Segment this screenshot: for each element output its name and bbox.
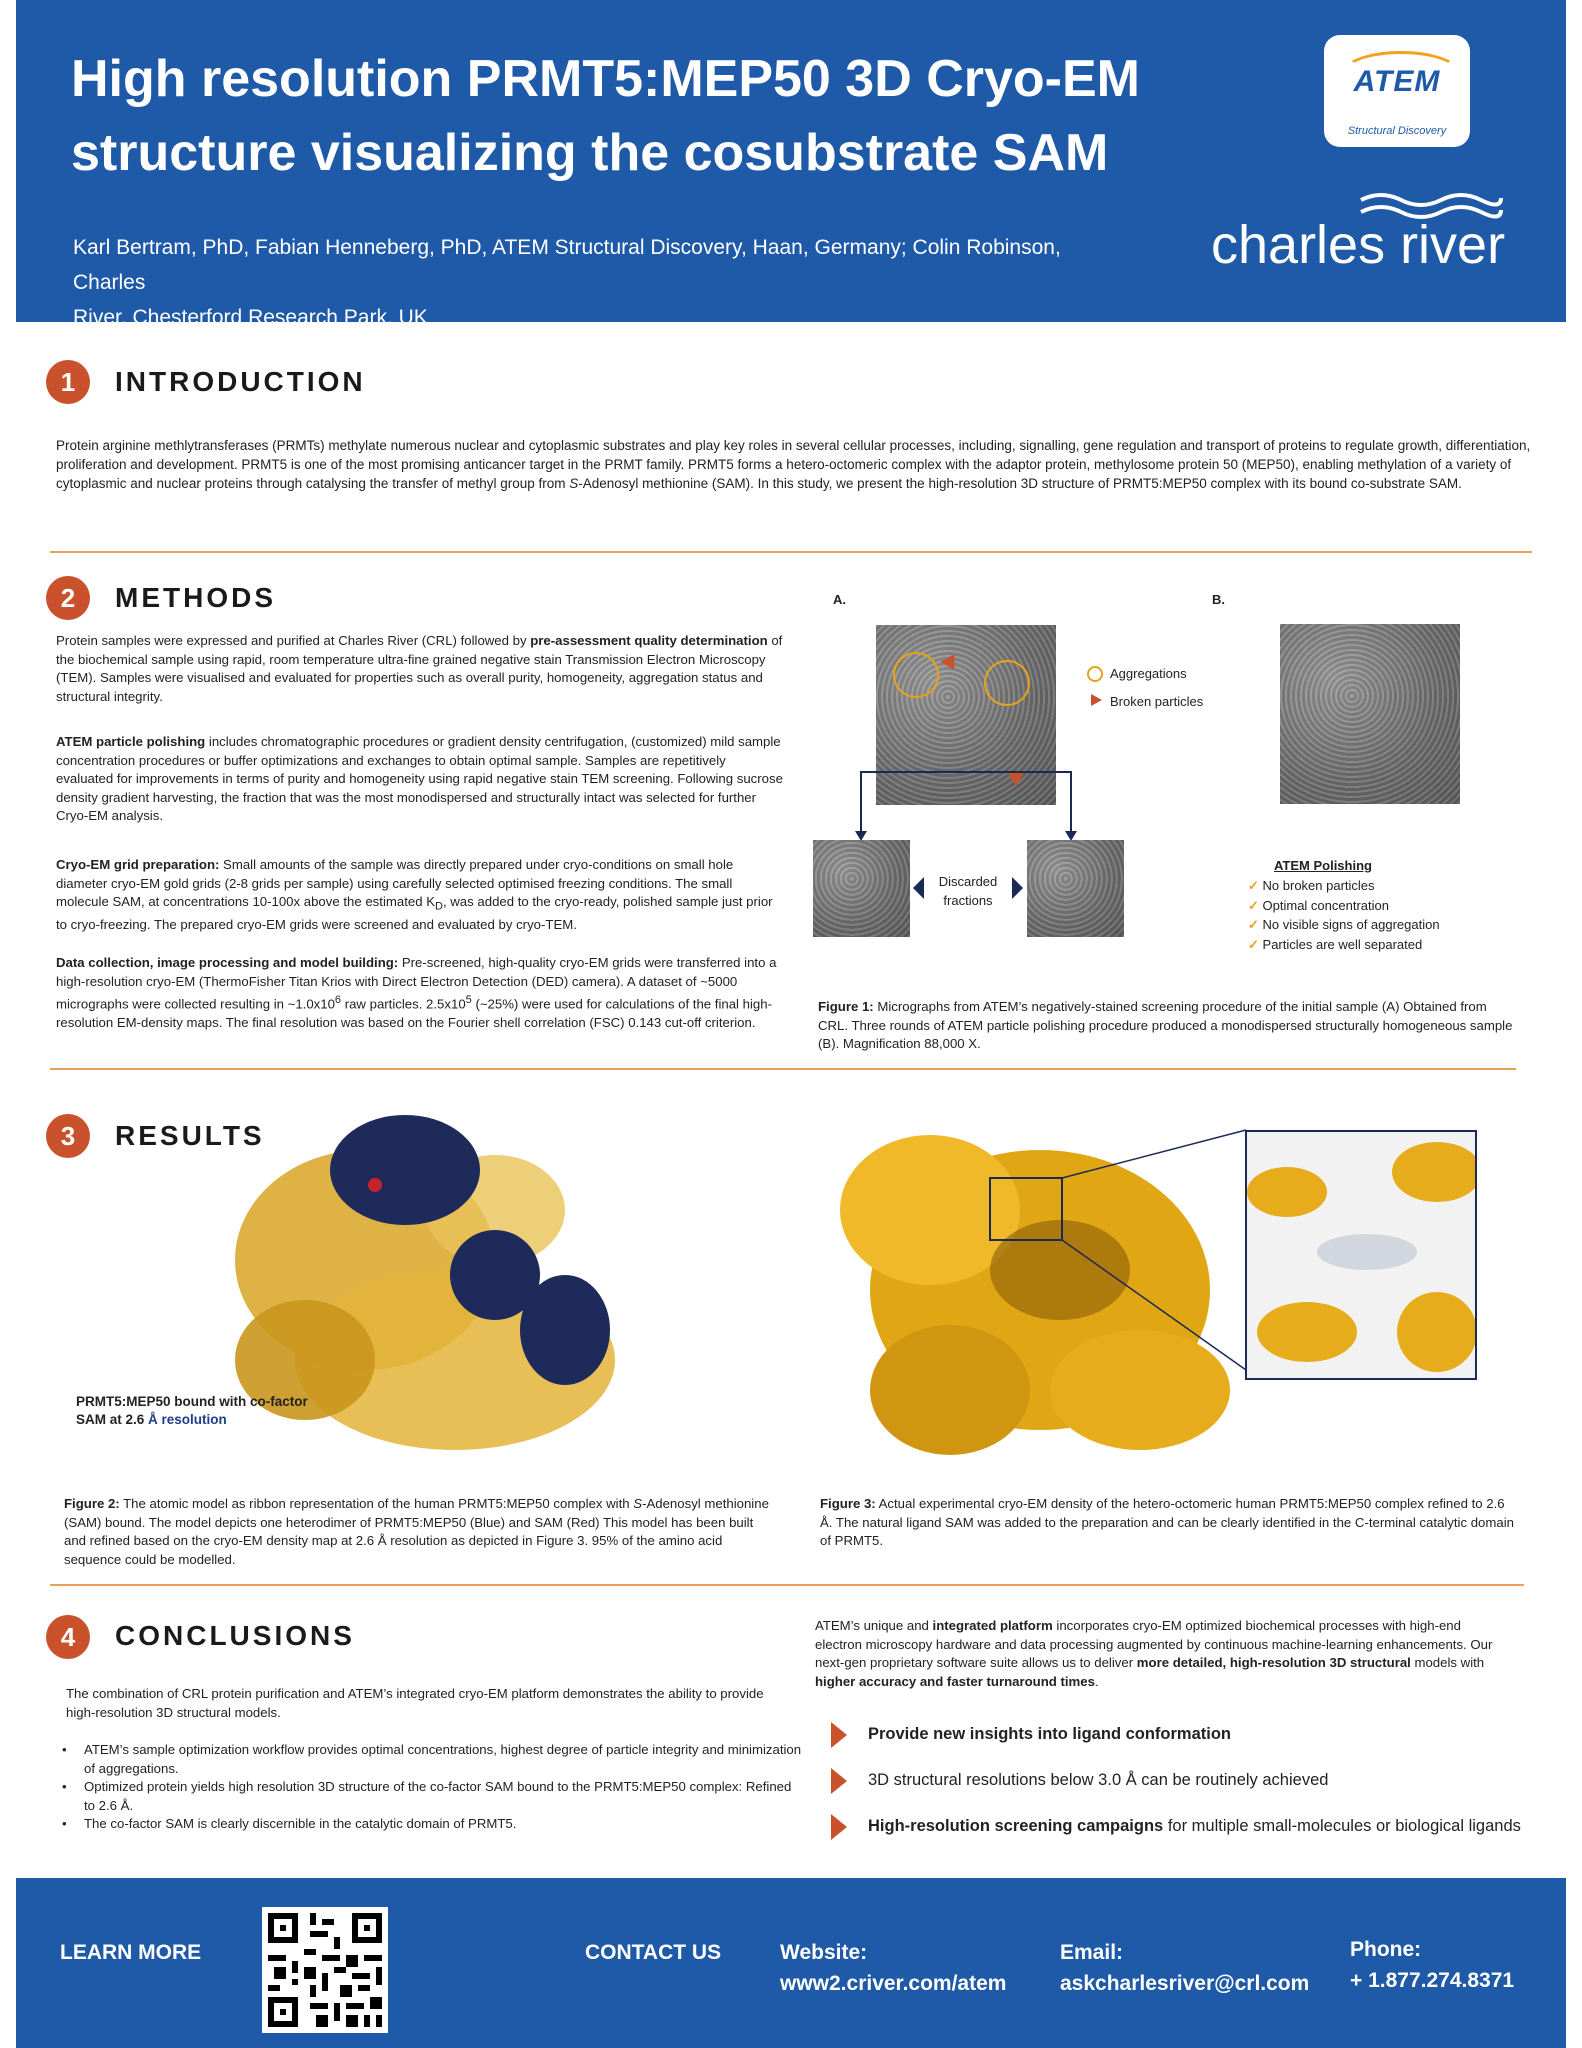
section-divider bbox=[50, 1068, 1516, 1070]
header-banner bbox=[16, 0, 1566, 329]
discarded-fractions-label: Discarded fractions bbox=[938, 874, 998, 908]
platform-text: ATEM’s unique and integrated platform incorporates cryo-EM optimized biochemical processes with high-end electron microscopy hardware and data processing augmented by continuous machine-learning enhancements. Our next-gen proprietary software suite allows us to deliver more detailed, high-resolution 3D structural models with higher accuracy and faster turnaround times. bbox=[815, 1618, 1493, 1689]
email-label: Email: bbox=[1060, 1941, 1124, 1964]
check-icon: ✓ bbox=[1248, 917, 1259, 932]
methods-paragraph-1: Protein samples were expressed and purified at Charles River (CRL) followed by pre-assessment quality determination of the biochemical sample using rapid, room temperature ultra-fine grained negative stain Transmission Electron Microscopy (TEM). Samples were visualised and evaluated for properties such as overall purity, homogeneity, aggregation status and structural integrity. bbox=[56, 633, 783, 704]
email-link[interactable]: askcharlesriver@crl.com bbox=[1060, 1972, 1310, 1995]
section-title-conclusions: CONCLUSIONS bbox=[115, 1620, 355, 1651]
check-icon: ✓ bbox=[1248, 878, 1259, 893]
section-divider bbox=[50, 1584, 1524, 1586]
figure1-caption: Figure 1: Micrographs from ATEM’s negatively-stained screening procedure of the initial sample (A) Obtained from CRL. Three rounds of ATEM particle polishing procedure produced a monodispersed structurally homogeneous sample (B). Magnification 88,000 X. bbox=[818, 999, 1513, 1051]
check-item: ✓ Particles are well separated bbox=[1248, 936, 1423, 952]
authors-line-2: River, Chesterford Research Park, UK bbox=[73, 306, 428, 329]
check-item: ✓ No broken particles bbox=[1248, 878, 1375, 893]
check-item: ✓ Optimal concentration bbox=[1248, 897, 1389, 913]
list-item: • The co-factor SAM is clearly discernible in the catalytic domain of PRMT5. bbox=[62, 1816, 517, 1831]
micrograph-discarded-2 bbox=[1027, 840, 1124, 937]
authors bbox=[73, 230, 1133, 335]
micrograph-polished-sample bbox=[1280, 624, 1460, 804]
connector-line bbox=[860, 771, 862, 833]
section-divider bbox=[50, 551, 1532, 553]
contact-us-label: CONTACT US bbox=[585, 1941, 722, 1964]
legend-aggregations: Aggregations bbox=[1110, 666, 1187, 681]
aggregations-legend-icon bbox=[1087, 666, 1103, 682]
methods-paragraph-2: ATEM particle polishing includes chromatographic procedures or gradient density centrifugation, (customized) mild sample concentration procedures or buffer optimizations and exchanges to obtain optimal sample. Samples are repetitively evaluated for improvements in terms of purity and homogeneity using rapid negative stain TEM screening. Following sucrose density gradient harvesting, the fraction that was the most monodispersed and structurally intact was selected for further Cryo-EM analysis. bbox=[56, 734, 783, 823]
intro-text: Protein arginine methlytransferases (PRMTs) methylate numerous nuclear and cytoplasmic substrates and play key roles in several cellular processes, including, signalling, gene regulation and transport of proteins to regulate growth, differentiation, proliferation and development. PRMT5 is one of the most promising anticancer target in the PRMT family. PRMT5 forms a hetero-octomeric complex with the adaptor protein, methylosome protein 50 (MEP50), enabling methylation of a variety of cytoplasmic and nuclear proteins through catalysing the transfer of methyl group from S-Adenosyl methionine (SAM). In this study, we present the high-resolution 3D structure of PRMT5:MEP50 complex with its bound co-substrate SAM. bbox=[56, 438, 1531, 491]
check-icon: ✓ bbox=[1248, 897, 1259, 913]
density-map-image bbox=[840, 1110, 1290, 1470]
density-zoom-inset bbox=[1245, 1130, 1477, 1380]
charles-river-logo: charles river bbox=[1211, 190, 1556, 270]
section-number-1: 1 bbox=[46, 360, 90, 404]
figure3-caption: Figure 3: Actual experimental cryo-EM density of the hetero-octomeric human PRMT5:MEP50 complex refined to 2.6 Å. The natural ligand SAM was added to the preparation and can be clearly identified in the C-terminal catalytic domain of PRMT5. bbox=[820, 1496, 1514, 1548]
website-label: Website: bbox=[780, 1941, 868, 1964]
arrow-right-icon bbox=[1012, 877, 1023, 899]
title-line-2: structure visualizing the cosubstrate SAM bbox=[71, 124, 1109, 182]
section-title-introduction: INTRODUCTION bbox=[115, 366, 366, 397]
website-link[interactable]: www2.criver.com/atem bbox=[780, 1972, 1007, 1995]
section-number-3: 3 bbox=[46, 1114, 90, 1158]
section-title-methods: METHODS bbox=[115, 582, 276, 613]
key-point-arrow-icon bbox=[831, 1768, 847, 1794]
polishing-checklist bbox=[1248, 876, 1440, 954]
methods-paragraph-3: Cryo-EM grid preparation: Small amounts of the sample was directly prepared under cryo-conditions on small hole diameter cryo-EM gold grids (2-8 grids per sample) using carefully selected optimised freezing conditions. The small molecule SAM, at concentrations 10-100x above the estimated $K_D$, was added to the cryo-ready, polished sample just prior to cryo-freezing. The prepared cryo-EM grids were screened and evaluated by cryo-TEM. bbox=[56, 857, 773, 933]
section-number-2: 2 bbox=[46, 576, 90, 620]
authors-line-1: Karl Bertram, PhD, Fabian Henneberg, PhD, ATEM Structural Discovery, Haan, Germany; Colin Robinson, Charles bbox=[73, 236, 1061, 294]
key-point-1: Provide new insights into ligand conformation bbox=[868, 1725, 1232, 1743]
aggregation-circle bbox=[893, 652, 939, 698]
check-item: ✓ No visible signs of aggregation bbox=[1248, 917, 1440, 932]
key-point-2: 3D structural resolutions below 3.0 Å can be routinely achieved bbox=[868, 1771, 1329, 1789]
conclusions-intro: The combination of CRL protein purification and ATEM’s integrated cryo-EM platform demonstrates the ability to provide high-resolution 3D structural models. bbox=[66, 1686, 764, 1720]
aggregation-circle bbox=[984, 660, 1030, 706]
broken-particles-legend-icon bbox=[1091, 694, 1102, 706]
micrograph-initial-sample bbox=[876, 625, 1056, 805]
key-point-arrow-icon bbox=[831, 1814, 847, 1840]
conclusions-bullet-list bbox=[62, 1741, 802, 1834]
key-point-arrow-icon bbox=[831, 1722, 847, 1748]
figure2-caption: Figure 2: The atomic model as ribbon representation of the human PRMT5:MEP50 complex with S-Adenosyl methionine (SAM) bound. The model depicts one heterodimer of PRMT5:MEP50 (Blue) and SAM (Red) This model has been built and refined based on the cryo-EM density map at 2.6 Å resolution as depicted in Figure 3. 95% of the amino acid sequence could be modelled. bbox=[64, 1496, 769, 1567]
legend-broken-particles: Broken particles bbox=[1110, 694, 1204, 709]
figure1-label-b: B. bbox=[1212, 592, 1225, 607]
phone-label: Phone: bbox=[1350, 1938, 1422, 1961]
atem-polishing-title: ATEM Polishing bbox=[1274, 858, 1372, 873]
list-item: • Optimized protein yields high resolution 3D structure of the co-factor SAM bound to the PRMT5:MEP50 complex: Refined to 2.6 Å. bbox=[62, 1779, 792, 1813]
connector-line bbox=[860, 771, 1070, 773]
poster-title bbox=[71, 42, 1171, 190]
section-title-results: RESULTS bbox=[115, 1120, 265, 1151]
learn-more-label: LEARN MORE bbox=[60, 1941, 202, 1964]
micrograph-discarded-1 bbox=[813, 840, 910, 937]
figure2-label: PRMT5:MEP50 bound with co-factor SAM at 2.6 Å resolution bbox=[76, 1394, 308, 1427]
title-line-1: High resolution PRMT5:MEP50 3D Cryo-EM bbox=[71, 50, 1140, 108]
list-item: • ATEM’s sample optimization workflow provides optimal concentrations, highest degree of particle integrity and minimization of aggregations. bbox=[62, 1742, 802, 1776]
methods-paragraph-4: Data collection, image processing and model building: Pre-screened, high-quality cryo-EM grids were transferred into a high-resolution cryo-EM (ThermoFisher Titan Krios with Direct Electron Detection (DED) camera). A dataset of ~5000 micrographs were collected resulting in $\sim 1.0x10^6$ raw particles. $2.5x10^5$ (~25%) were used for calculations of the final high-resolution EM-density maps. The final resolution was based on the Fourier shell correlation (FSC) 0.143 cut-off criterion. bbox=[56, 955, 777, 1030]
arrow-left-icon bbox=[913, 877, 924, 899]
figure1-label-a: A. bbox=[833, 592, 846, 607]
key-point-3: High-resolution screening campaigns for multiple small-molecules or biological ligands bbox=[868, 1817, 1521, 1835]
qr-code-icon[interactable] bbox=[262, 1907, 388, 2033]
connector-line bbox=[1070, 771, 1072, 833]
section-number-4: 4 bbox=[46, 1615, 90, 1659]
check-icon: ✓ bbox=[1248, 936, 1259, 952]
atem-logo: ATEM Structural Discovery bbox=[1324, 35, 1470, 147]
phone-number[interactable]: + 1.877.274.8371 bbox=[1350, 1969, 1515, 1992]
